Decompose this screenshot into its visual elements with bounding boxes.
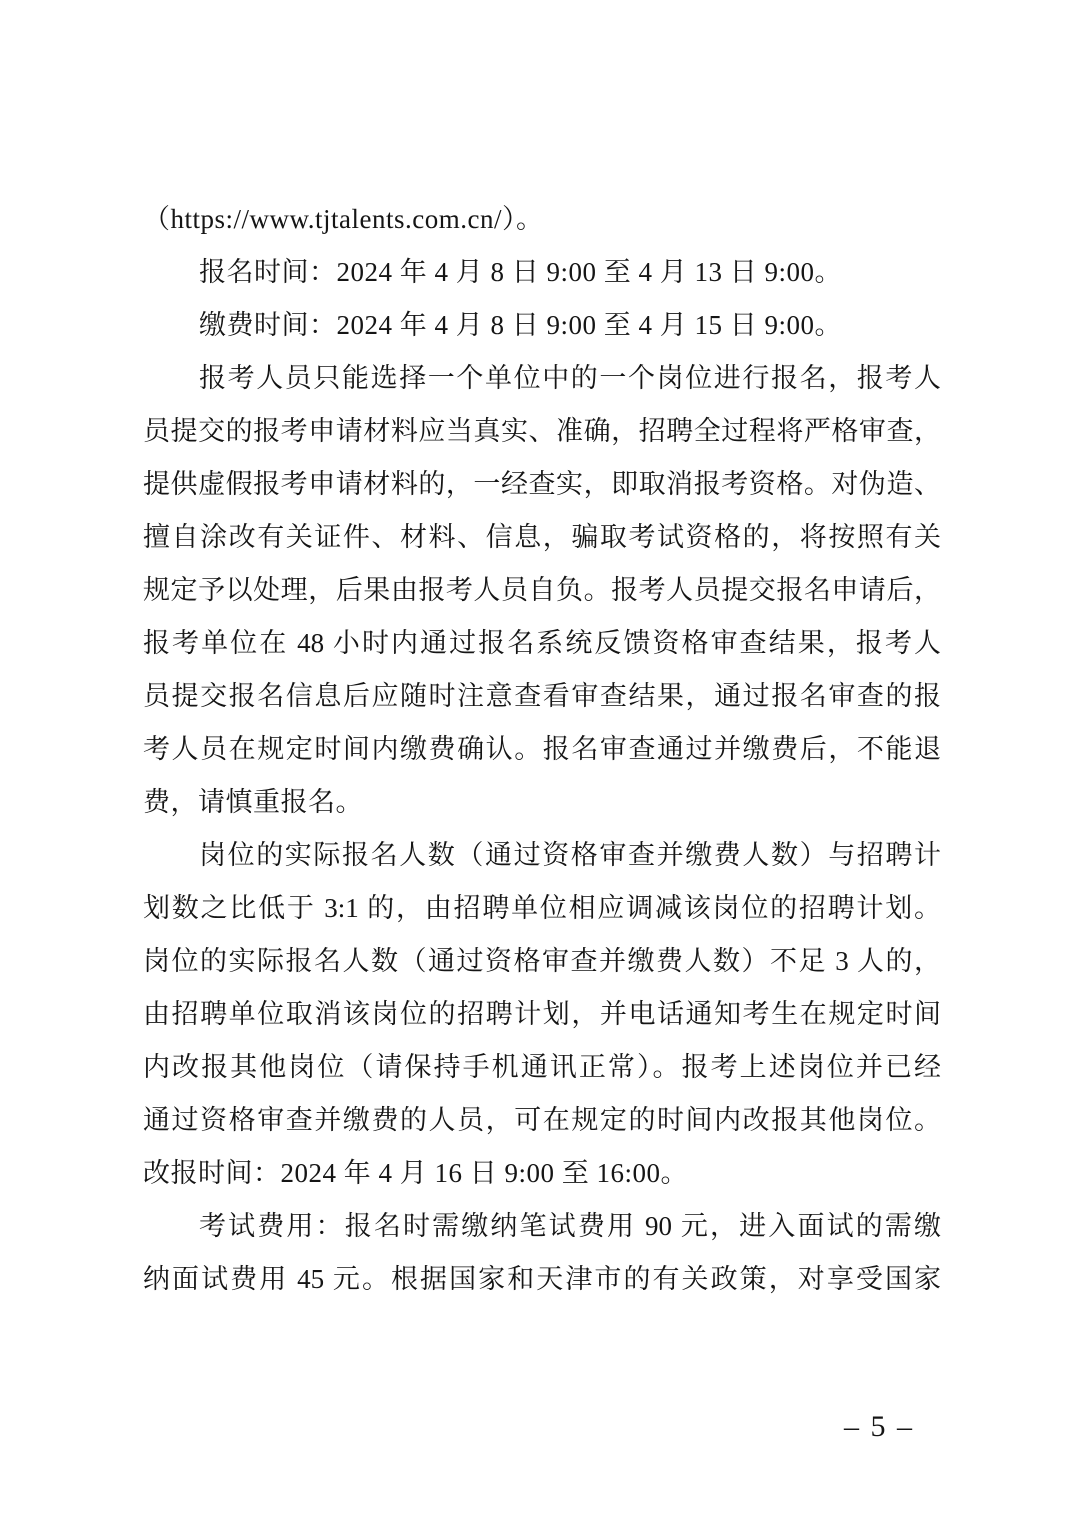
page-number: – 5 – xyxy=(844,1410,914,1443)
text-line: 划数之比低于 3:1 的，由招聘单位相应调减该岗位的招聘计划。 xyxy=(143,893,941,923)
text-line: 由招聘单位取消该岗位的招聘计划，并电话通知考生在规定时间 xyxy=(143,999,941,1029)
text-line: 报考单位在 48 小时内通过报名系统反馈资格审查结果，报考人 xyxy=(143,628,941,658)
text-line: 擅自涂改有关证件、材料、信息，骗取考试资格的，将按照有关 xyxy=(143,522,941,552)
document-lines xyxy=(143,193,941,1306)
text-line: 考试费用：报名时需缴纳笔试费用 90 元，进入面试的需缴 xyxy=(199,1211,941,1241)
text-line: 规定予以处理，后果由报考人员自负。报考人员提交报名申请后， xyxy=(143,575,941,605)
text-line: 员提交报名信息后应随时注意查看审查结果，通过报名审查的报 xyxy=(143,681,941,711)
text-line: 纳面试费用 45 元。根据国家和天津市的有关政策，对享受国家 xyxy=(143,1264,941,1294)
text-line: 员提交的报考申请材料应当真实、准确，招聘全过程将严格审查， xyxy=(143,416,941,446)
text-line: 岗位的实际报名人数（通过资格审查并缴费人数）不足 3 人的， xyxy=(143,946,941,976)
text-line: （https://www.tjtalents.com.cn/）。 xyxy=(143,204,544,234)
text-line: 岗位的实际报名人数（通过资格审查并缴费人数）与招聘计 xyxy=(199,840,941,870)
text-line: 报名时间：2024 年 4 月 8 日 9:00 至 4 月 13 日 9:00。 xyxy=(199,257,843,287)
text-line: 通过资格审查并缴费的人员，可在规定的时间内改报其他岗位。 xyxy=(143,1105,941,1135)
text-line: 费，请慎重报名。 xyxy=(143,787,363,817)
text-line: 提供虚假报考申请材料的，一经查实，即取消报考资格。对伪造、 xyxy=(143,469,941,499)
text-line: 改报时间：2024 年 4 月 16 日 9:00 至 16:00。 xyxy=(143,1158,689,1188)
text-line: 内改报其他岗位（请保持手机通讯正常）。报考上述岗位并已经 xyxy=(143,1052,941,1082)
text-line: 考人员在规定时间内缴费确认。报名审查通过并缴费后，不能退 xyxy=(143,734,941,764)
text-line: 缴费时间：2024 年 4 月 8 日 9:00 至 4 月 15 日 9:00。 xyxy=(199,310,843,340)
text-line: 报考人员只能选择一个单位中的一个岗位进行报名，报考人 xyxy=(199,363,941,393)
